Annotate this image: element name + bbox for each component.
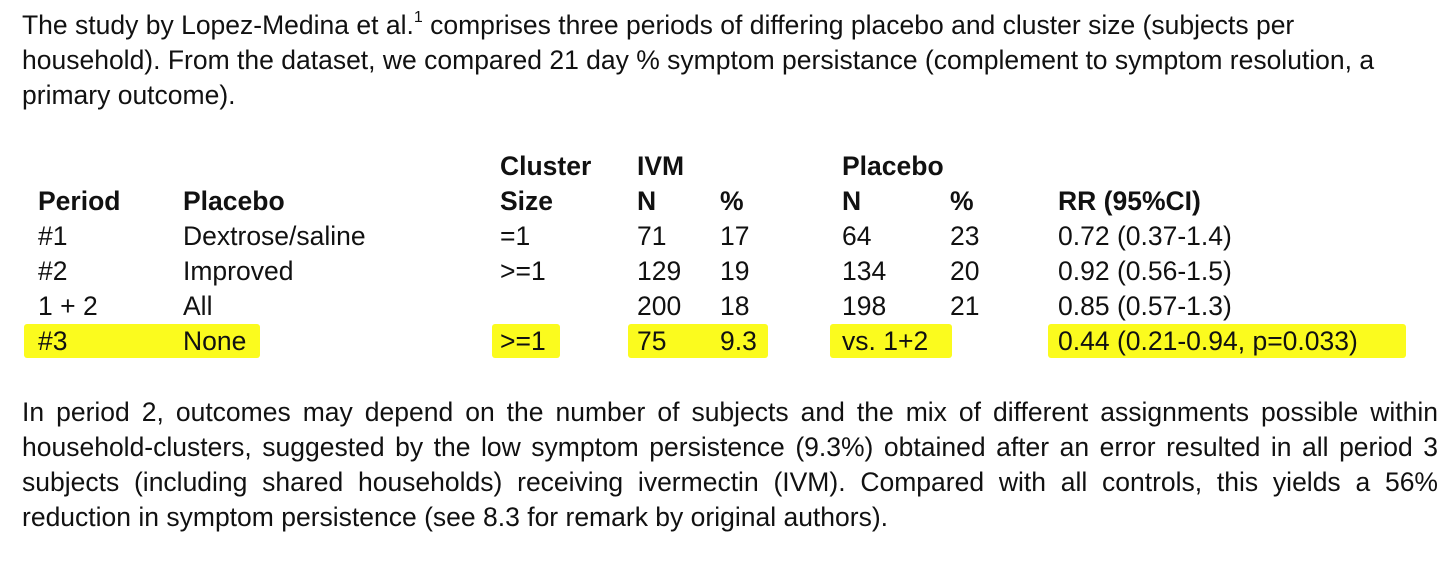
row4-ivm-n: 75 [637,326,667,356]
header-placebo-pct: % [950,186,974,216]
row1-ivm-n: 71 [637,221,667,251]
row4-placebo-n: vs. 1+2 [842,326,929,356]
intro-text-before: The study by Lopez-Medina et al. [22,10,414,40]
row1-ivm-pct: 17 [720,221,750,251]
footnote-reference[interactable]: 1 [413,9,423,27]
row2-placebo-n: 134 [842,256,887,286]
row1-size: =1 [500,221,531,251]
group-header-ivm: IVM [637,151,685,181]
row3-ivm-pct: 18 [720,291,750,321]
row2-placebo-pct: 20 [950,256,980,286]
row1-rr: 0.72 (0.37-1.4) [1058,221,1232,251]
header-ivm-pct: % [720,186,744,216]
row3-placebo-pct: 21 [950,291,980,321]
row4-rr: 0.44 (0.21-0.94, p=0.033) [1058,326,1358,356]
header-placebo-n: N [842,186,862,216]
intro-text-after: comprises three periods of differing placebo and cluster size (subjects per household). From the dataset, we compared 21 day % symptom persistance (complement to symptom resolution, a primary outcome). [22,10,1375,110]
row3-rr: 0.85 (0.57-1.3) [1058,291,1232,321]
row1-placebo-n: 64 [842,221,872,251]
header-period: Period [38,186,121,216]
group-header-cluster: Cluster [500,151,592,181]
row2-size: >=1 [500,256,546,286]
row3-placebo: All [183,291,213,321]
row2-rr: 0.92 (0.56-1.5) [1058,256,1232,286]
header-size: Size [500,186,554,216]
row4-ivm-pct: 9.3 [720,326,757,356]
row3-ivm-n: 200 [637,291,682,321]
row1-placebo: Dextrose/saline [183,221,366,251]
group-header-placebo: Placebo [842,151,944,181]
header-ivm-n: N [637,186,657,216]
outro-paragraph: In period 2, outcomes may depend on the number of subjects and the mix of different assignments possible within household-clusters, suggested by the low symptom persistence (9.3%) obtained after an error resulted in all period 3 subjects (including shared households) receiving ivermectin (IVM). Compared with all controls, this yields a 56% reduction in symptom persistence (see 8.3 for remark by original authors). [22,397,1438,532]
row2-ivm-pct: 19 [720,256,750,286]
row3-placebo-n: 198 [842,291,887,321]
row2-ivm-n: 129 [637,256,682,286]
row4-period: #3 [38,326,68,356]
row4-placebo: None [183,326,247,356]
row3-period: 1 + 2 [38,291,98,321]
header-rr: RR (95%CI) [1058,186,1201,216]
row1-period: #1 [38,221,68,251]
header-placebo: Placebo [183,186,285,216]
row2-period: #2 [38,256,68,286]
row1-placebo-pct: 23 [950,221,980,251]
row2-placebo: Improved [183,256,294,286]
row4-size: >=1 [500,326,546,356]
intro-paragraph [22,8,1438,113]
